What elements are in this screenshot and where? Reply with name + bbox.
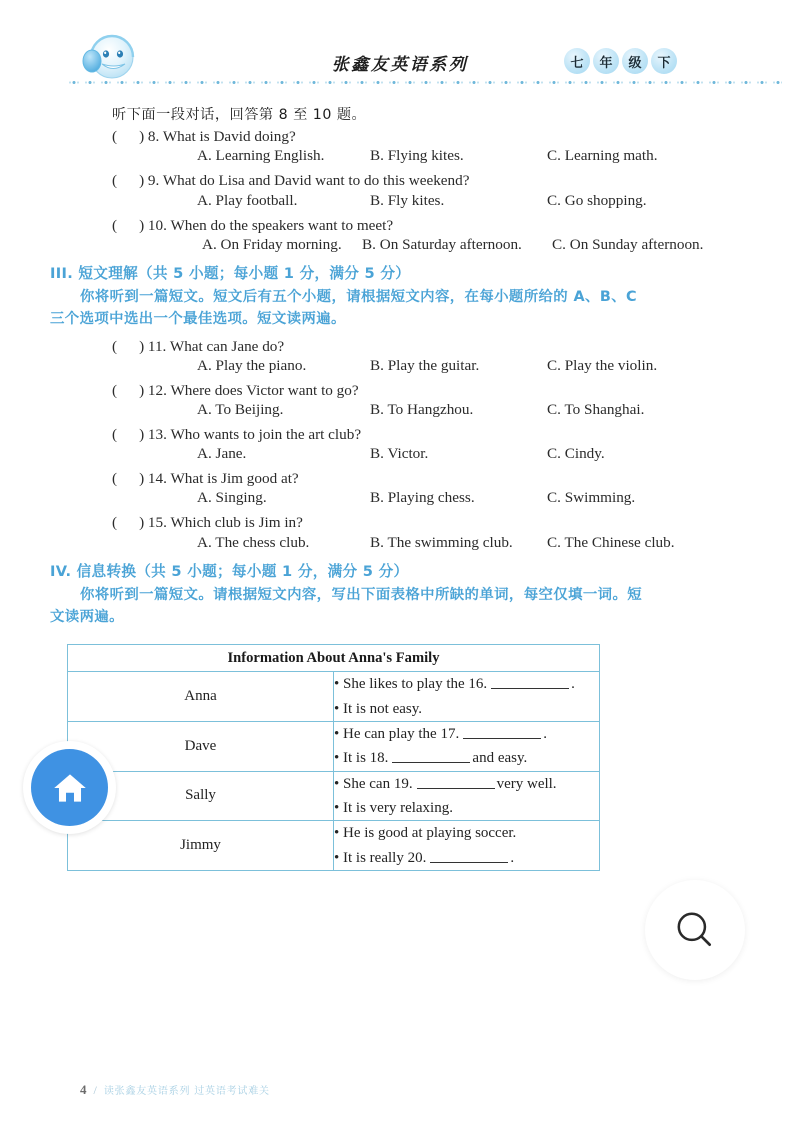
answer-bracket-15[interactable]: ( ) <box>112 514 145 532</box>
question-14 <box>112 471 750 486</box>
question-number-12: 12. <box>147 381 167 399</box>
section-three-heading: III. 短文理解（共 5 小题；每小题 1 分，满分 5 分） <box>50 264 411 282</box>
information-table-wrap <box>67 644 600 870</box>
table-cell-facts <box>334 771 600 821</box>
table-row <box>68 771 600 821</box>
option-10-a[interactable]: A. On Friday morning. <box>202 235 342 253</box>
option-15-c[interactable]: C. The Chinese club. <box>547 533 675 551</box>
fact-line: • It is very relaxing. <box>334 799 453 816</box>
option-14-b[interactable]: B. Playing chess. <box>370 489 475 507</box>
option-9-c[interactable]: C. Go shopping. <box>547 191 647 209</box>
table-row <box>68 722 600 772</box>
table-title-row <box>68 645 600 672</box>
question-text-15: Which club is Jim in? <box>170 514 303 532</box>
answer-bracket-14[interactable]: ( ) <box>112 470 145 488</box>
table-cell-facts <box>334 672 600 722</box>
options-13 <box>112 446 750 466</box>
question-12 <box>112 383 750 398</box>
home-icon <box>49 767 91 809</box>
option-10-c[interactable]: C. On Sunday afternoon. <box>552 235 704 253</box>
option-12-b[interactable]: B. To Hangzhou. <box>370 401 474 419</box>
question-10 <box>112 218 750 233</box>
question-number-8: 8. <box>147 128 160 146</box>
question-text-8: What is David doing? <box>162 128 296 146</box>
option-14-a[interactable]: A. Singing. <box>197 489 267 507</box>
option-15-b[interactable]: B. The swimming club. <box>370 533 513 551</box>
options-12 <box>112 402 750 422</box>
section-three-line2: 三个选项中选出一个最佳选项。短文读两遍。 <box>50 311 346 328</box>
fact-line: • It is 18. and easy. <box>334 750 528 767</box>
option-8-c[interactable]: C. Learning math. <box>547 147 658 165</box>
option-13-a[interactable]: A. Jane. <box>197 445 247 463</box>
section-four-heading: IV. 信息转换（共 5 小题；每小题 1 分，满分 5 分） <box>50 562 409 580</box>
question-text-13: Who wants to join the art club? <box>170 426 362 444</box>
section-three-line1: 你将听到一篇短文。短文后有五个小题，请根据短文内容，在每小题所给的 A、B、C <box>80 289 637 306</box>
page-header <box>18 28 782 98</box>
option-9-b[interactable]: B. Fly kites. <box>370 191 445 209</box>
question-number-15: 15. <box>147 514 167 532</box>
question-number-10: 10. <box>147 216 167 234</box>
question-8 <box>112 129 750 144</box>
page-title: 张鑫友英语系列 <box>331 55 469 74</box>
options-8 <box>112 148 750 168</box>
option-9-a[interactable]: A. Play football. <box>197 191 298 209</box>
grade-char-0: 七 <box>564 48 590 74</box>
search-button[interactable] <box>645 880 745 980</box>
home-button[interactable] <box>23 741 116 834</box>
home-button-inner[interactable] <box>31 749 108 826</box>
footer-series-text: 读张鑫友英语系列 过英语考试难关 <box>103 1086 270 1097</box>
grade-char-3: 下 <box>651 48 677 74</box>
option-8-b[interactable]: B. Flying kites. <box>370 147 464 165</box>
answer-blank-17[interactable] <box>463 726 541 739</box>
question-11 <box>112 339 750 354</box>
fact-line: • He can play the 17. . <box>334 726 547 743</box>
listening-instruction: 听下面一段对话，回答第 8 至 10 题。 <box>112 107 367 123</box>
search-icon <box>672 907 718 953</box>
options-10 <box>112 237 750 257</box>
table-title: Information About Anna's Family <box>68 645 600 672</box>
question-text-11: What can Jane do? <box>169 337 285 355</box>
question-13 <box>112 427 750 442</box>
answer-blank-16[interactable] <box>491 676 569 689</box>
question-number-11: 11. <box>147 337 167 355</box>
option-15-a[interactable]: A. The chess club. <box>197 533 310 551</box>
grade-badge <box>564 48 677 74</box>
answer-blank-18[interactable] <box>392 750 470 763</box>
section-four-line1: 你将听到一篇短文。请根据短文内容，写出下面表格中所缺的单词，每空仅填一词。短 <box>80 587 643 604</box>
table-cell-facts <box>334 722 600 772</box>
fact-line: • He is good at playing soccer. <box>334 825 517 842</box>
option-11-c[interactable]: C. Play the violin. <box>547 356 658 374</box>
question-number-9: 9. <box>147 172 160 190</box>
page-number: 4 <box>80 1082 87 1097</box>
fact-line: • She likes to play the 16. . <box>334 676 575 693</box>
question-9 <box>112 173 750 188</box>
fact-line: • It is not easy. <box>334 700 423 717</box>
table-row <box>68 821 600 871</box>
question-number-13: 13. <box>147 426 167 444</box>
section-three-body <box>50 287 750 330</box>
question-text-14: What is Jim good at? <box>170 470 299 488</box>
answer-bracket-8[interactable]: ( ) <box>112 128 145 146</box>
table-cell-name: Sally <box>68 771 334 821</box>
answer-bracket-12[interactable]: ( ) <box>112 381 145 399</box>
table-row <box>68 672 600 722</box>
question-15 <box>112 515 750 530</box>
answer-bracket-13[interactable]: ( ) <box>112 426 145 444</box>
option-11-a[interactable]: A. Play the piano. <box>197 356 307 374</box>
grade-char-1: 年 <box>593 48 619 74</box>
option-12-a[interactable]: A. To Beijing. <box>197 401 284 419</box>
option-13-b[interactable]: B. Victor. <box>370 445 429 463</box>
question-text-9: What do Lisa and David want to do this weekend? <box>162 172 470 190</box>
question-text-10: When do the speakers want to meet? <box>170 216 394 234</box>
table-cell-name: Dave <box>68 722 334 772</box>
fact-line: • It is really 20. . <box>334 849 515 866</box>
option-13-c[interactable]: C. Cindy. <box>547 445 605 463</box>
table-cell-name: Jimmy <box>68 821 334 871</box>
option-10-b[interactable]: B. On Saturday afternoon. <box>362 235 522 253</box>
answer-bracket-10[interactable]: ( ) <box>112 216 145 234</box>
section-four-body <box>50 585 750 628</box>
options-11 <box>112 358 750 378</box>
option-14-c[interactable]: C. Swimming. <box>547 489 636 507</box>
options-15 <box>112 535 750 555</box>
option-12-c[interactable]: C. To Shanghai. <box>547 401 645 419</box>
table-cell-name: Anna <box>68 672 334 722</box>
fact-line: • She can 19. very well. <box>334 775 557 792</box>
footer-separator: / <box>93 1083 97 1097</box>
option-8-a[interactable]: A. Learning English. <box>197 147 325 165</box>
question-number-14: 14. <box>147 470 167 488</box>
page-footer <box>80 1082 270 1098</box>
information-table <box>67 644 600 870</box>
answer-blank-19[interactable] <box>417 776 495 789</box>
answer-bracket-11[interactable]: ( ) <box>112 337 145 355</box>
table-cell-facts <box>334 821 600 871</box>
answer-blank-20[interactable] <box>430 850 508 863</box>
options-9 <box>112 193 750 213</box>
section-four-line2: 文读两遍。 <box>50 608 124 625</box>
page-content <box>50 108 750 628</box>
grade-char-2: 级 <box>622 48 648 74</box>
answer-bracket-9[interactable]: ( ) <box>112 172 145 190</box>
header-divider <box>66 80 782 85</box>
option-11-b[interactable]: B. Play the guitar. <box>370 356 480 374</box>
question-text-12: Where does Victor want to go? <box>170 381 359 399</box>
options-14 <box>112 490 750 510</box>
